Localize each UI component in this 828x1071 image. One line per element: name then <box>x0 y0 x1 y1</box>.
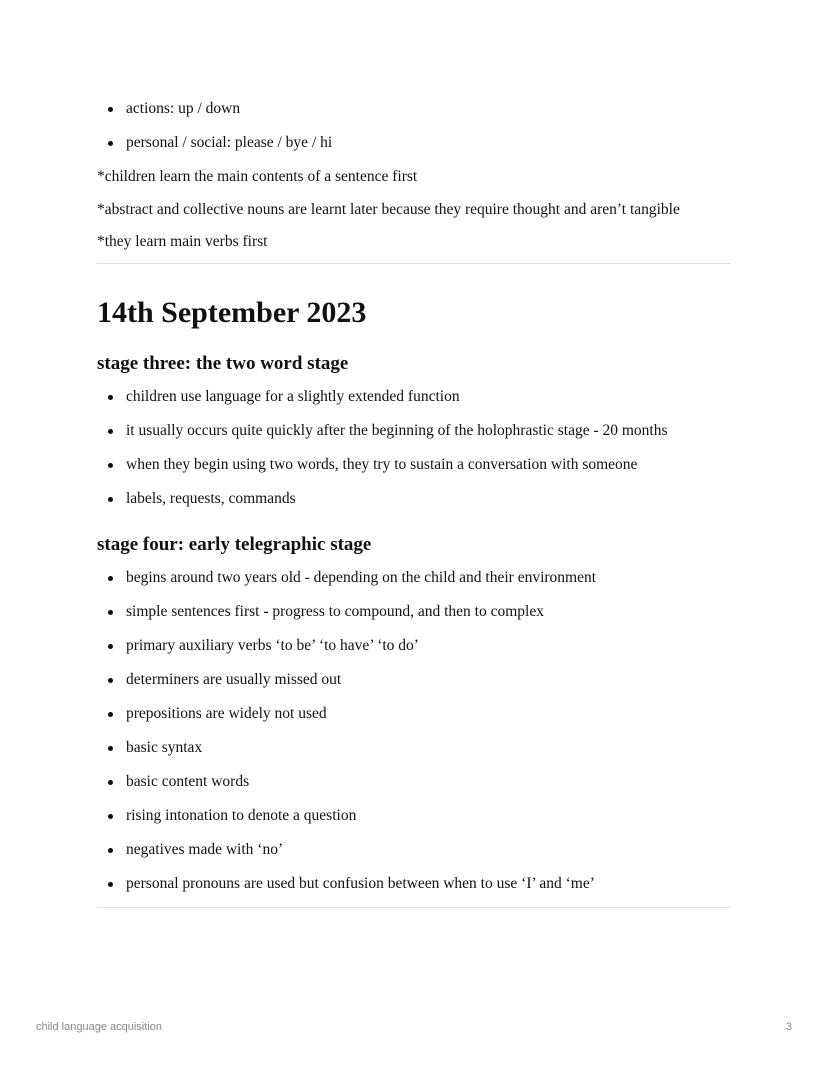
list-item: personal / social: please / bye / hi <box>97 133 731 153</box>
list-item: basic content words <box>97 772 731 792</box>
section-divider <box>97 263 731 264</box>
stage-three-list <box>97 387 731 509</box>
list-item: it usually occurs quite quickly after the beginning of the holophrastic stage - 20 months <box>97 421 731 441</box>
top-bullet-list <box>97 99 731 153</box>
list-item: simple sentences first - progress to compound, and then to complex <box>97 602 731 622</box>
list-item: primary auxiliary verbs ‘to be’ ‘to have’ ‘to do’ <box>97 636 731 656</box>
note-line: *children learn the main contents of a sentence first <box>97 168 418 185</box>
note-line: *abstract and collective nouns are learnt later because they require thought and aren’t tangible <box>97 201 680 218</box>
list-item: negatives made with ‘no’ <box>97 840 731 860</box>
list-item: basic syntax <box>97 738 731 758</box>
stage-three-heading: stage three: the two word stage <box>97 353 349 374</box>
stage-four-list <box>97 568 731 894</box>
date-heading: 14th September 2023 <box>97 296 367 329</box>
list-item: determiners are usually missed out <box>97 670 731 690</box>
list-item: personal pronouns are used but confusion between when to use ‘I’ and ‘me’ <box>97 874 731 894</box>
note-line: *they learn main verbs first <box>97 233 268 250</box>
list-item: when they begin using two words, they try to sustain a conversation with someone <box>97 455 731 475</box>
section-divider <box>97 907 731 908</box>
list-item: rising intonation to denote a question <box>97 806 731 826</box>
list-item: begins around two years old - depending on the child and their environment <box>97 568 731 588</box>
list-item: actions: up / down <box>97 99 731 119</box>
stage-four-heading: stage four: early telegraphic stage <box>97 534 372 555</box>
footer-page-number: 3 <box>785 1021 792 1033</box>
footer-document-title: child language acquisition <box>36 1021 162 1033</box>
list-item: labels, requests, commands <box>97 489 731 509</box>
list-item: prepositions are widely not used <box>97 704 731 724</box>
list-item: children use language for a slightly extended function <box>97 387 731 407</box>
